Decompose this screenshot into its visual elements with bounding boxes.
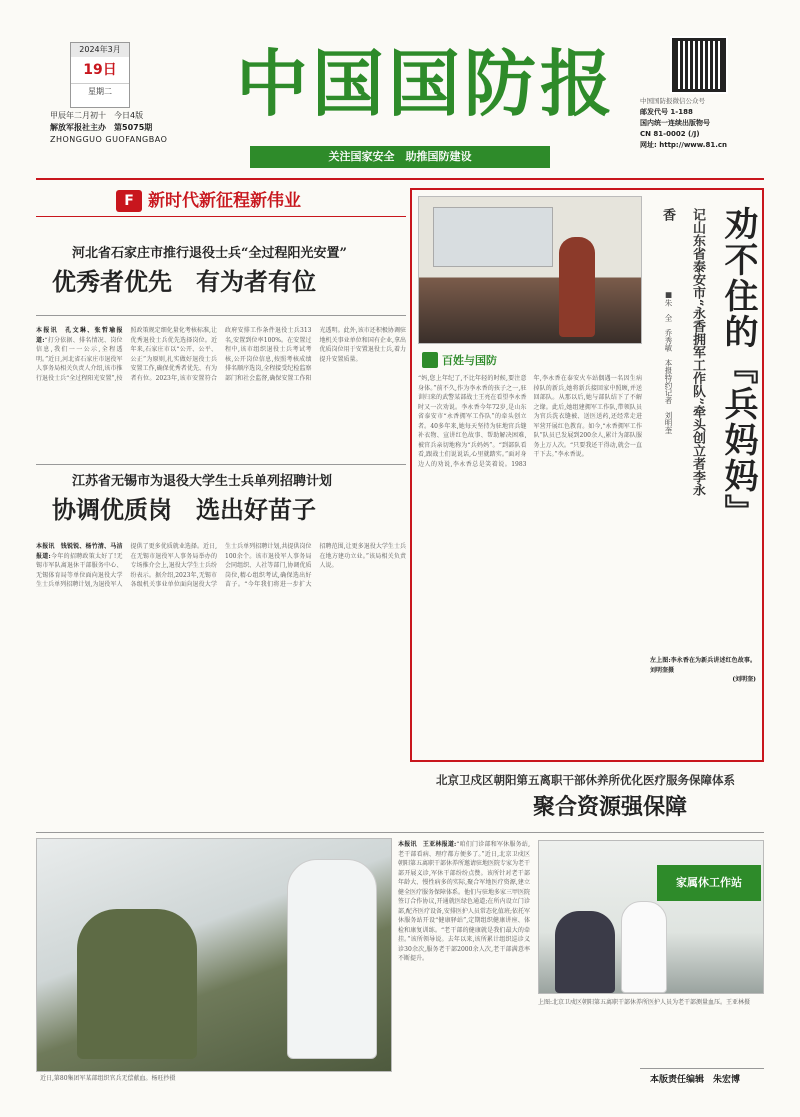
masthead-divider — [36, 178, 764, 180]
story1-kicker: 河北省石家庄市推行退役士兵“全过程阳光安置” — [72, 246, 347, 261]
story3-kicker: 北京卫戍区朝阳第五离职干部休养所优化医疗服务保障体系 — [436, 773, 735, 787]
qr-caption: 中国国防报微信公众号 — [640, 97, 705, 105]
doctor-figure — [621, 901, 667, 993]
speaker-figure — [559, 237, 595, 337]
feature-body-upper — [418, 374, 642, 754]
blood-photo-caption: 近日,第80集团军某部组织官兵无偿献血。杨旺抄摄 — [40, 1075, 176, 1082]
blood-donation-photo — [36, 838, 392, 1072]
projector-screen — [433, 207, 553, 267]
clinic-photo — [538, 840, 764, 994]
feature-text: “妈,您上年纪了,不比年轻的时候,要注意身体。”前不久,作为李永香的孩子之一,驻训归来的武警某部战士王亮在看望李永香时又一次劝说。李永香今年72岁,是山东省泰安市“永香拥军工作队”的牵头创立者。40多年来,她每天坚持为驻地官兵缝补衣物、宣讲红色故事、帮助解决困难,被官兵亲切地称为“兵妈妈”。“到部队看看,跟战士们说说话,心里就踏实。”面对身边人的劝说,李永香总是笑着说。1983年,李永香在泰安火车站偶遇一名因生病掉队的新兵,她将新兵接回家中照顾,并送回部队。从那以后,她与部队结下了不解之缘。此后,她组建拥军工作队,带领队员为官兵洗衣缝被、送医送药,还经常走进军营开展红色教育。如今,“永香拥军工作队”队员已发展到200余人,累计为部队服务上万人次。“只要我还干得动,就会一直干下去。”李永香说。 — [418, 375, 642, 468]
story3-byline: 本报讯 王亚林报道: — [398, 841, 457, 848]
nurse-figure — [287, 859, 377, 1059]
date-day: 19日 — [83, 62, 117, 78]
story2-text: 今年的招聘政策太好了!无锡市军队离退休干部服务中心、无锡体育局等单位面向退役大学生士兵单列招聘计划,为退役军人提供了更多优质就业选择。近日,在无锡市退役军人事务局举办的专场推介会上,退役大学生士兵纷纷表示。据介绍,2023年,无锡市各级机关事业单位面向退役大学生士兵单列招聘计划,共提供岗位100余个。该市退役军人事务局会同组织、人社等部门,协调优质岗位,精心组织考试,确保选出好苗子。“今年我们将进一步扩大招聘范围,让更多退役大学生士兵在地方建功立业。”该局相关负责人说。 — [36, 543, 406, 588]
story1-body — [36, 326, 406, 460]
story3-headline: 聚合资源强保障 — [532, 795, 687, 820]
page-editor: 本版责任编辑 朱宏博 — [650, 1075, 741, 1085]
clinic-wall-sign: 家属休工作站 — [657, 865, 761, 901]
clinic-photo-caption: 上图:北京卫戍区朝阳第五离职干部休养所医护人员为老干部测量血压。王亚林摄 — [538, 999, 751, 1006]
story1-byline: 本报讯 孔文琳、张哲瑜报道: — [36, 327, 123, 344]
feature-subhead: 记山东省泰安市“永香拥军工作队”牵头创立者李永香 — [660, 208, 705, 496]
story2-byline: 本报讯 钱锐锐、杨竹清、马洁报道: — [36, 543, 123, 560]
cn-code: CN 81-0002 (/J) — [640, 130, 700, 138]
patient-figure — [555, 911, 615, 993]
qr-code — [672, 38, 726, 92]
slogan: 关注国家安全 助推国防建设 — [328, 150, 472, 163]
edition-count: 今日4版 — [114, 111, 144, 120]
story3-body — [398, 840, 530, 1090]
feature-overlay-label: 百姓与国防 — [422, 352, 497, 368]
section-badge: F — [116, 190, 142, 212]
pinyin-title: ZHONGGUO GUOFANGBAO — [50, 135, 168, 144]
feature-photo-caption: 左上图:李永香在为新兵讲述红色故事。刘明奎摄 (刘明奎) — [650, 657, 756, 683]
soldier-figure — [77, 909, 197, 1059]
date-block — [70, 42, 130, 108]
publisher: 解放军报社主办 — [50, 123, 106, 132]
section-title: 新时代新征程新伟业 — [148, 191, 301, 211]
feature-photo — [418, 196, 642, 344]
website: 网址: http://www.81.cn — [640, 141, 727, 149]
date-year-month: 2024年3月 — [71, 43, 129, 57]
story2-kicker: 江苏省无锡市为退役大学生士兵单列招聘计划 — [72, 474, 333, 489]
postal-code: 邮发代号 1-188 — [640, 108, 693, 116]
lunar-date: 甲辰年二月初十 — [50, 111, 106, 120]
story3-text: “咱们门诊部和军休服务站,老干部看病、理疗都方便多了。”近日,北京卫戍区朝阳第五离职干部休养所邀请驻地医院专家为老干部开展义诊,军休干部纷纷点赞。该所针对老干部年龄大、慢性病多的实际,聚合军地医疗资源,建立健全医疗服务保障体系。他们与驻地多家三甲医院签订合作协议,开通就医绿色通道;在所内设立门诊部,配齐医疗设备,安排医护人员常态化值班;依托军休服务站开设“健康驿站”,定期组织健康讲座、体检和康复训练。“老干部的健康就是我们最大的牵挂。”该所领导说。去年以来,该所累计组织巡诊义诊30余次,服务老干部2000余人次,老干部满意率不断提升。 — [398, 841, 531, 962]
story1-text: “打分依据、排名情况、岗位信息,我们一一公示,全程透明。”近日,河北省石家庄市退役军人事务局相关负责人介绍,该市推行退役士兵“全过程阳光安置”,按照政策规定细化量化考核标准,让优秀退役士兵优先选择岗位。近年来,石家庄市以“公开、公平、公正”为原则,扎实做好退役士兵安置工作,确保优秀者优先、有为者有位。2023年,该市安置符合政府安排工作条件退役士兵313名,安置到位率100%。在安置过程中,该市组织退役士兵考试考核,公开岗位信息,按照考核成绩排名顺序选岗,全程接受纪检监察部门和社会监督,确保安置工作阳光透明。此外,该市还积极协调驻地机关事业单位和国有企业,拿出优质岗位用于安置退役士兵,着力提升安置质量。 — [36, 327, 406, 382]
story1-headline: 优秀者优先 有为者有位 — [52, 268, 316, 296]
newspaper-title: 中国国防报 — [236, 41, 617, 126]
cn-number: 国内统一连续出版物号 — [640, 119, 710, 127]
story2-headline: 协调优质岗 选出好苗子 — [52, 496, 316, 524]
date-weekday: 星期二 — [71, 83, 129, 100]
story2-body — [36, 542, 406, 740]
feature-headline: 劝不住的『兵妈妈』 — [718, 206, 758, 530]
feature-badge-icon — [422, 352, 438, 368]
feature-byline: ■朱 全 乔秀敏 本报特约记者 刘明奎 — [664, 290, 673, 434]
issue-number: 第5075期 — [114, 123, 153, 132]
feature-signoff: (刘明奎) — [732, 676, 756, 683]
